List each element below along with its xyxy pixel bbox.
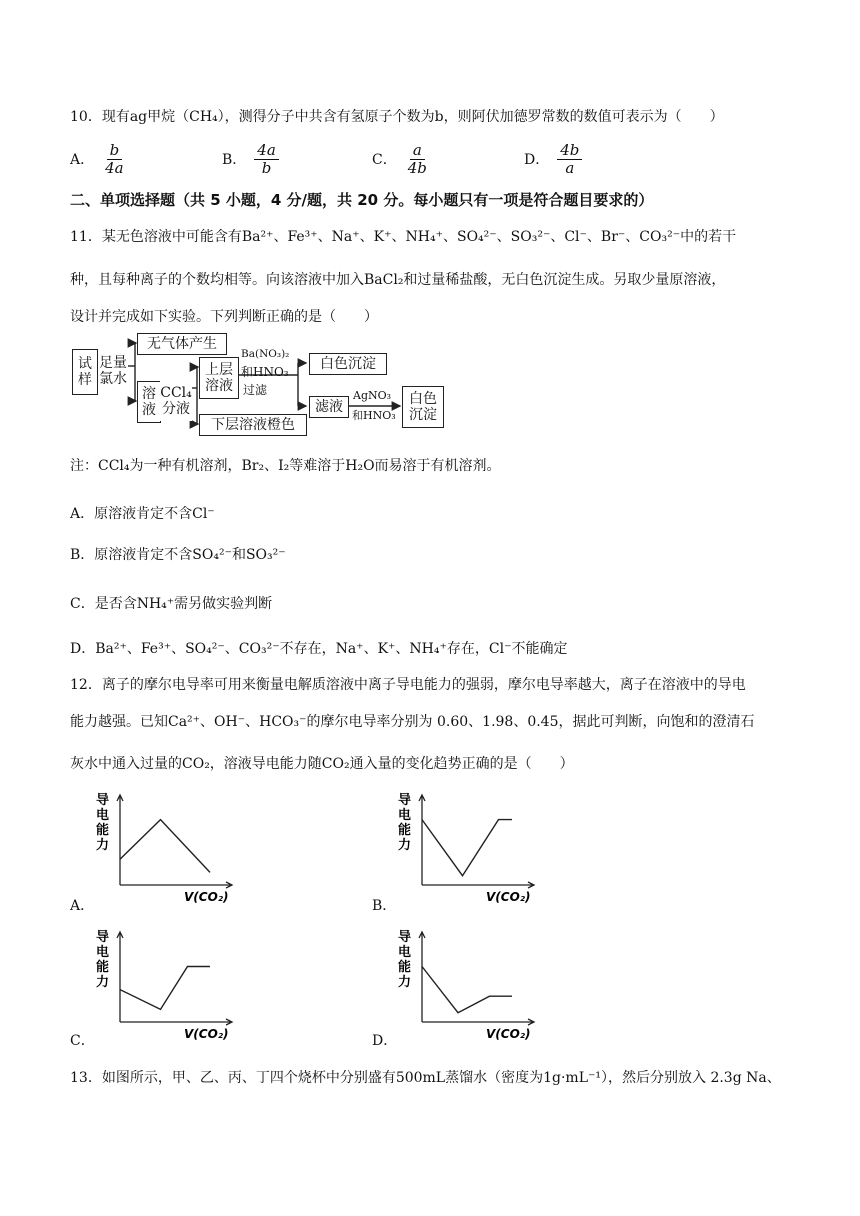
box-no-gas: 无气体产生	[137, 333, 227, 355]
y-axis-label-char: 电	[96, 945, 110, 960]
label-reagent3-top: AgNO₃	[353, 389, 392, 402]
x-axis-label: V(CO₂)	[486, 1027, 531, 1041]
y-axis-label-char: 导	[96, 793, 110, 808]
y-axis-label-char: 能	[398, 823, 412, 838]
section-title: 二、单项选择题（共 5 小题，4 分/题，共 20 分。每小题只有一项是符合题目要求的）	[70, 191, 654, 209]
option-label: A．	[70, 152, 95, 168]
y-axis-label-char: 电	[96, 808, 110, 823]
y-axis-label-char: 导	[398, 793, 412, 808]
y-axis-label-char: 力	[398, 975, 412, 990]
q12-line1: 12．离子的摩尔电导率可用来衡量电解质溶液中离子导电能力的强弱，摩尔电导率越大，离子在溶液中的导电	[70, 677, 746, 693]
q11-line1: 11．某无色溶液中可能含有Ba²⁺、Fe³⁺、Na⁺、K⁺、NH₄⁺、SO₄²⁻、SO₃²⁻、Cl⁻、Br⁻、CO₃²⁻中的若干	[70, 229, 737, 245]
y-axis-label-char: 导	[96, 930, 110, 945]
y-axis-label-char: 能	[96, 960, 110, 975]
option-label: B．	[222, 152, 247, 168]
q11-option-c: C．是否含NH₄⁺需另做实验判断	[70, 596, 273, 612]
q13-line1: 13．如图所示，甲、乙、丙、丁四个烧杯中分别盛有500mL蒸馏水（密度为1g·mL⁻¹），然后分别放入 2.3g Na、	[70, 1070, 781, 1086]
label-ccl4: CCl₄分液	[160, 381, 192, 421]
fraction: $\frac{b}{4a}$	[105, 141, 124, 177]
box-lower-layer: 下层溶液橙色	[199, 414, 307, 436]
y-axis-label-char: 能	[398, 960, 412, 975]
q12-line2: 能力越强。已知Ca²⁺、OH⁻、HCO₃⁻的摩尔电导率分别为 0.60、1.98、0.45，据此可判断，向饱和的澄清石	[70, 714, 755, 730]
q12-graph-label-b: B．	[372, 898, 397, 914]
q12-line3: 灰水中通入过量的CO₂，溶液导电能力随CO₂通入量的变化趋势正确的是（ ）	[70, 756, 574, 772]
label-reagent2-top: Ba(NO₃)₂	[241, 348, 290, 360]
q12-graph-label-d: D．	[372, 1033, 398, 1049]
q12-graph-label-a: A．	[70, 898, 95, 914]
x-axis-label: V(CO₂)	[486, 890, 531, 904]
label-reagent2-mid: 和HNO₃	[241, 365, 289, 379]
q10-stem: 10．现有ag甲烷（CH₄），测得分子中共含有氢原子个数为b，则阿伏加德罗常数的数值可表示为（ ）	[70, 109, 724, 125]
y-axis-label-char: 电	[398, 945, 412, 960]
q11-line3: 设计并完成如下实验。下列判断正确的是（ ）	[70, 309, 378, 325]
y-axis-label-char: 力	[96, 975, 110, 990]
box-filtrate: 滤液	[309, 396, 349, 418]
y-axis-label-char: 力	[96, 838, 110, 853]
q11-line2: 种，且每种离子的个数均相等。向该溶液中加入BaCl₂和过量稀盐酸，无白色沉淀生成。另取少量原溶液，	[70, 272, 726, 288]
box-sample: 试样	[72, 349, 98, 395]
box-white-precipitate-2: 白色沉淀	[402, 386, 444, 428]
option-label: D．	[524, 152, 550, 168]
x-axis-label: V(CO₂)	[184, 890, 229, 904]
y-axis-label-char: 导	[398, 930, 412, 945]
y-axis-label-char: 能	[96, 823, 110, 838]
label-reagent3-bottom: 和HNO₃	[352, 409, 396, 422]
q12-graph-label-c: C．	[70, 1033, 95, 1049]
box-solution: 溶液	[137, 381, 161, 423]
fraction: $\frac{a}{4b}$	[407, 141, 427, 177]
option-label: C．	[372, 152, 397, 168]
label-reagent1: 足量氯水	[98, 349, 128, 393]
fraction: $\frac{4a}{b}$	[254, 142, 279, 176]
box-upper-layer: 上层溶液	[199, 357, 239, 399]
q11-option-a: A．原溶液肯定不含Cl⁻	[70, 506, 215, 522]
box-white-precipitate-1: 白色沉淀	[309, 353, 387, 375]
y-axis-label-char: 电	[398, 808, 412, 823]
x-axis-label: V(CO₂)	[184, 1027, 229, 1041]
fraction: $\frac{4b}{a}$	[557, 142, 582, 176]
q11-option-d: D．Ba²⁺、Fe³⁺、SO₄²⁻、CO₃²⁻不存在，Na⁺、K⁺、NH₄⁺存在，Cl⁻不能确定	[70, 641, 568, 657]
y-axis-label-char: 力	[398, 838, 412, 853]
q11-option-b: B．原溶液肯定不含SO₄²⁻和SO₃²⁻	[70, 547, 286, 563]
label-reagent2-bottom: 过滤	[243, 383, 268, 397]
q11-note: 注：CCl₄为一种有机溶剂，Br₂、I₂等难溶于H₂O而易溶于有机溶剂。	[70, 458, 501, 474]
